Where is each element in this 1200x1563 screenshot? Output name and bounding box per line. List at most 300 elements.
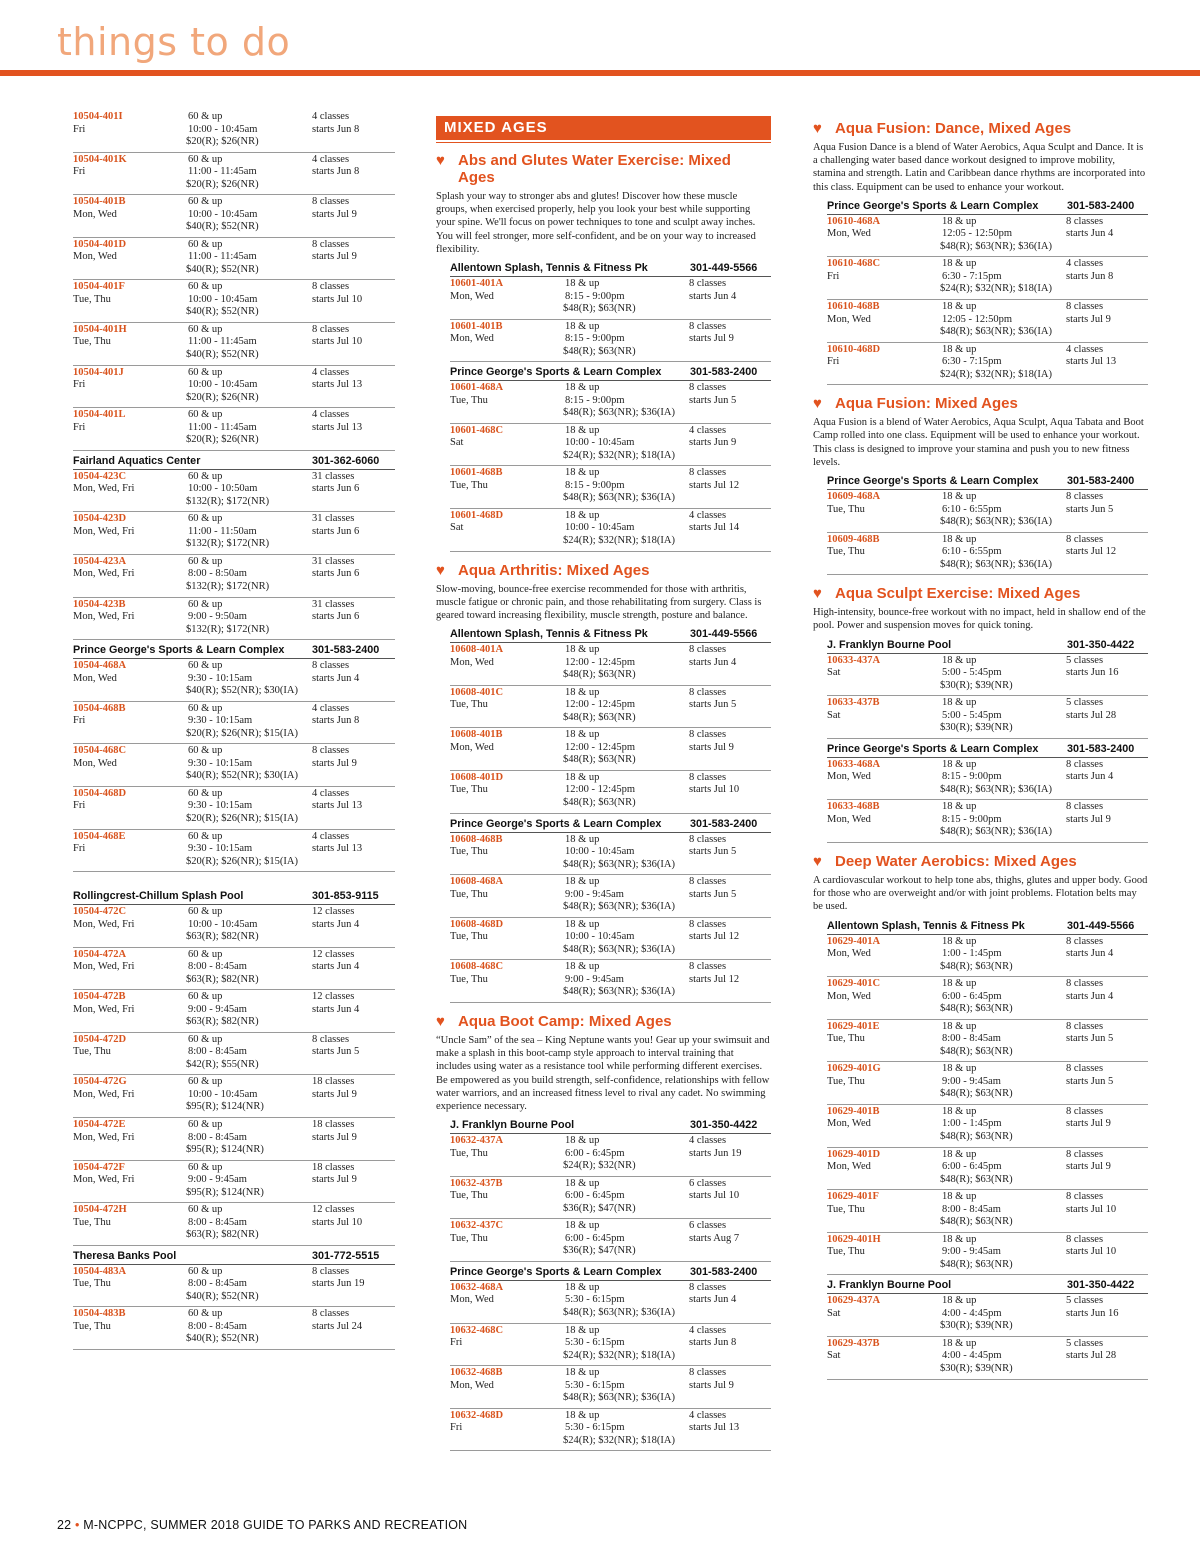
class-listing-row <box>73 238 395 281</box>
class-code: 10601-468C <box>450 424 504 436</box>
class-age: 18 & up <box>565 644 600 656</box>
class-listing-row <box>450 1409 771 1452</box>
class-listing-row <box>450 1366 771 1409</box>
class-listing-row <box>827 533 1148 576</box>
class-age: 60 & up <box>188 366 223 378</box>
class-listing-row <box>73 1307 395 1350</box>
class-code: 10632-468C <box>450 1324 504 1336</box>
class-time: 11:00 - 11:45am <box>188 251 257 263</box>
class-count: 8 classes <box>1066 1233 1104 1245</box>
location-phone: 301-853-9115 <box>312 890 379 903</box>
class-start-date: starts Jul 13 <box>312 800 363 812</box>
class-age: 18 & up <box>565 467 600 479</box>
class-age: 18 & up <box>942 1191 977 1203</box>
class-count: 6 classes <box>689 1220 727 1232</box>
class-time: 6:30 - 7:15pm <box>942 356 1002 368</box>
class-count: 8 classes <box>312 238 350 250</box>
class-code: 10629-401G <box>827 1063 881 1075</box>
program-title <box>813 120 1148 137</box>
class-count: 18 classes <box>312 1161 355 1173</box>
class-age: 60 & up <box>188 281 223 293</box>
class-count: 8 classes <box>312 196 350 208</box>
class-count: 8 classes <box>1066 1020 1104 1032</box>
class-days: Mon, Wed, Fri <box>73 961 135 973</box>
class-start-date: starts Jun 16 <box>1066 1307 1119 1319</box>
class-days: Tue, Thu <box>450 931 488 943</box>
class-start-date: starts Jul 24 <box>312 1320 363 1332</box>
class-fee: $63(R); $82(NR) <box>186 1016 259 1028</box>
class-time: 12:00 - 12:45pm <box>565 741 635 753</box>
class-fee: $48(R); $63(NR) <box>563 345 636 357</box>
class-age: 18 & up <box>565 876 600 888</box>
class-fee: $132(R); $172(NR) <box>186 538 270 550</box>
class-count: 12 classes <box>312 906 355 918</box>
class-age: 60 & up <box>188 196 223 208</box>
class-listing-row <box>73 1161 395 1204</box>
class-age: 18 & up <box>942 978 977 990</box>
class-days: Fri <box>73 421 86 433</box>
class-fee: $20(R); $26(NR); $15(IA) <box>186 855 298 867</box>
class-listing-row <box>827 935 1148 978</box>
class-code: 10504-472B <box>73 991 126 1003</box>
class-fee: $48(R); $63(NR) <box>563 754 636 766</box>
class-time: 10:00 - 10:50am <box>188 483 258 495</box>
class-listing-row <box>827 1020 1148 1063</box>
class-age: 18 & up <box>565 833 600 845</box>
class-age: 60 & up <box>188 991 223 1003</box>
class-days: Mon, Wed <box>73 251 117 263</box>
class-count: 4 classes <box>312 409 350 421</box>
class-fee: $48(R); $63(NR); $36(IA) <box>563 1306 675 1318</box>
location-name: Fairland Aquatics Center <box>73 454 201 467</box>
class-age: 60 & up <box>188 948 223 960</box>
program-description: Aqua Fusion is a blend of Water Aerobics, Aqua Sculpt, Aqua Tabata and Boot Camp rolled into one class. Equipment will be used to enhance your workout. This class is designed to improve your stamina and push you to new fitness levels. <box>813 417 1144 468</box>
class-count: 18 classes <box>312 1076 355 1088</box>
location-phone: 301-583-2400 <box>312 644 380 657</box>
class-days: Tue, Thu <box>450 699 488 711</box>
class-listing-row <box>450 875 771 918</box>
class-time: 8:00 - 8:45am <box>188 1131 247 1143</box>
class-age: 18 & up <box>565 320 600 332</box>
class-days: Tue, Thu <box>450 479 488 491</box>
class-count: 4 classes <box>312 787 350 799</box>
column-left <box>73 110 395 1350</box>
class-code: 10629-401E <box>827 1020 880 1032</box>
class-days: Fri <box>827 356 840 368</box>
class-start-date: starts Jun 9 <box>689 437 737 449</box>
class-fee: $63(R); $82(NR) <box>186 973 259 985</box>
class-time: 10:00 - 10:45am <box>188 293 258 305</box>
class-listing-row <box>450 686 771 729</box>
class-time: 9:30 - 10:15am <box>188 715 253 727</box>
class-days: Fri <box>827 270 840 282</box>
class-start-date: starts Jul 12 <box>689 931 740 943</box>
class-days: Mon, Wed <box>450 1294 494 1306</box>
class-code: 10504-472D <box>73 1033 127 1045</box>
class-fee: $30(R); $39(NR) <box>940 1320 1013 1332</box>
class-start-date: starts Jul 9 <box>312 251 357 263</box>
class-listing-row <box>73 659 395 702</box>
location-header <box>73 642 395 659</box>
class-code: 10633-437A <box>827 654 881 666</box>
location-phone: 301-583-2400 <box>690 817 758 830</box>
header-rule <box>0 70 1200 76</box>
class-time: 12:05 - 12:50pm <box>942 313 1012 325</box>
class-start-date: starts Jul 9 <box>312 1131 357 1143</box>
location-phone: 301-449-5566 <box>690 262 758 275</box>
class-start-date: starts Jun 6 <box>312 568 360 580</box>
class-age: 60 & up <box>188 409 223 421</box>
class-count: 8 classes <box>689 918 727 930</box>
class-days: Mon, Wed <box>827 1118 871 1130</box>
class-time: 10:00 - 10:45am <box>565 522 635 534</box>
class-time: 11:00 - 11:45am <box>188 166 257 178</box>
class-start-date: starts Jul 10 <box>312 293 363 305</box>
class-count: 8 classes <box>689 833 727 845</box>
program-title-text: Aqua Boot Camp: Mixed Ages <box>458 1012 672 1030</box>
location-name: Prince George's Sports & Learn Complex <box>450 817 662 830</box>
class-fee: $48(R); $63(NR); $36(IA) <box>940 326 1052 337</box>
class-time: 8:00 - 8:50am <box>188 568 247 580</box>
location-phone: 301-449-5566 <box>690 628 758 641</box>
program-description: High-intensity, bounce-free workout with no impact, held in shallow end of the pool. Power and suspension moves for quick toning. <box>813 607 1146 632</box>
class-time: 6:10 - 6:55pm <box>942 503 1002 515</box>
class-start-date: starts Jun 19 <box>312 1278 365 1290</box>
class-start-date: starts Jul 10 <box>689 784 740 796</box>
class-start-date: starts Jul 9 <box>1066 1161 1111 1173</box>
class-age: 18 & up <box>565 686 600 698</box>
class-start-date: starts Jul 28 <box>1066 1350 1117 1362</box>
class-code: 10504-468D <box>73 787 127 799</box>
class-code: 10504-472A <box>73 948 127 960</box>
class-fee: $48(R); $63(NR) <box>940 1130 1013 1142</box>
location-phone: 301-362-6060 <box>312 454 380 467</box>
class-listing-row <box>827 490 1148 533</box>
class-count: 8 classes <box>1066 491 1104 502</box>
program-title-text: Aqua Fusion: Dance, Mixed Ages <box>835 120 1072 137</box>
class-age: 18 & up <box>565 1220 600 1232</box>
location-header <box>450 626 771 643</box>
class-code: 10608-468C <box>450 961 504 973</box>
class-fee: $24(R); $32(NR); $18(IA) <box>940 283 1052 295</box>
class-fee: $40(R); $52(NR) <box>186 306 259 318</box>
class-code: 10608-468B <box>450 833 503 845</box>
class-days: Mon, Wed, Fri <box>73 1088 135 1100</box>
class-code: 10629-401C <box>827 978 881 990</box>
class-time: 8:00 - 8:45am <box>188 961 247 973</box>
program-title <box>436 152 771 186</box>
class-time: 8:15 - 9:00pm <box>565 394 625 406</box>
class-code: 10601-468B <box>450 467 503 479</box>
class-days: Tue, Thu <box>450 846 488 858</box>
class-listing-row <box>827 300 1148 343</box>
class-start-date: starts Jun 4 <box>312 961 360 973</box>
class-days: Tue, Thu <box>73 1046 111 1058</box>
class-listing-row <box>450 381 771 424</box>
column-right <box>813 110 1148 1380</box>
class-code: 10504-472H <box>73 1204 127 1216</box>
class-code: 10504-401L <box>73 409 126 421</box>
class-time: 5:30 - 6:15pm <box>565 1337 625 1349</box>
class-code: 10632-468B <box>450 1367 503 1379</box>
class-listing-row <box>73 408 395 451</box>
class-age: 18 & up <box>942 1020 977 1032</box>
class-code: 10601-401A <box>450 278 504 290</box>
class-code: 10608-401B <box>450 729 503 741</box>
class-time: 9:30 - 10:15am <box>188 800 253 812</box>
program-title-text: Deep Water Aerobics: Mixed Ages <box>835 852 1077 870</box>
class-listing-row <box>450 320 771 363</box>
class-count: 8 classes <box>689 1367 727 1379</box>
location-name: Prince George's Sports & Learn Complex <box>827 199 1039 212</box>
location-name: J. Franklyn Bourne Pool <box>450 1119 575 1132</box>
class-fee: $48(R); $63(NR); $36(IA) <box>563 492 675 504</box>
class-age: 18 & up <box>942 1105 977 1117</box>
class-days: Fri <box>73 800 86 812</box>
location-phone: 301-350-4422 <box>690 1119 758 1132</box>
class-fee: $24(R); $32(NR); $18(IA) <box>563 534 675 546</box>
class-fee: $48(R); $63(NR) <box>563 796 636 808</box>
class-listing-row <box>73 195 395 238</box>
class-time: 10:00 - 10:45am <box>188 1088 258 1100</box>
class-count: 8 classes <box>689 1281 727 1293</box>
class-time: 12:00 - 12:45pm <box>565 656 635 668</box>
class-age: 18 & up <box>942 1063 977 1075</box>
class-days: Tue, Thu <box>73 336 111 348</box>
class-age: 60 & up <box>188 660 223 672</box>
class-listing-row <box>450 1177 771 1220</box>
class-fee: $48(R); $63(NR); $36(IA) <box>940 783 1052 795</box>
location-header <box>827 637 1148 654</box>
class-age: 18 & up <box>942 801 977 813</box>
class-days: Tue, Thu <box>450 1190 488 1202</box>
page-number: 22 <box>57 1518 72 1532</box>
location-header <box>827 1277 1148 1294</box>
class-fee: $48(R); $63(NR) <box>940 1045 1013 1057</box>
class-fee: $24(R); $32(NR); $18(IA) <box>563 1349 675 1361</box>
class-fee: $95(R); $124(NR) <box>186 1101 264 1113</box>
class-listing-row <box>73 280 395 323</box>
class-time: 8:00 - 8:45am <box>942 1203 1001 1215</box>
class-code: 10610-468C <box>827 258 881 270</box>
class-age: 18 & up <box>565 382 600 394</box>
class-listing-row <box>73 702 395 745</box>
class-days: Mon, Wed, Fri <box>73 918 135 930</box>
class-fee: $48(R); $63(NR) <box>940 1003 1013 1015</box>
class-start-date: starts Jul 13 <box>312 379 363 391</box>
class-code: 10504-423B <box>73 598 126 610</box>
class-age: 18 & up <box>565 1409 600 1421</box>
class-listing-row <box>450 1324 771 1367</box>
class-time: 5:00 - 5:45pm <box>942 709 1002 721</box>
class-count: 8 classes <box>689 729 727 741</box>
class-listing-row <box>73 323 395 366</box>
class-age: 18 & up <box>942 258 977 270</box>
class-code: 10610-468A <box>827 215 881 227</box>
class-code: 10504-472E <box>73 1119 126 1131</box>
class-age: 18 & up <box>565 961 600 973</box>
class-age: 18 & up <box>565 729 600 741</box>
class-time: 9:00 - 9:45am <box>565 973 624 985</box>
class-code: 10632-468A <box>450 1281 504 1293</box>
class-days: Sat <box>827 1350 841 1362</box>
class-listing-row <box>73 990 395 1033</box>
location-header <box>450 364 771 381</box>
class-listing-row <box>73 1075 395 1118</box>
class-age: 60 & up <box>188 1119 223 1131</box>
class-age: 18 & up <box>565 918 600 930</box>
class-time: 8:00 - 8:45am <box>942 1033 1001 1045</box>
location-header <box>450 260 771 277</box>
class-start-date: starts Jun 5 <box>1066 1033 1114 1045</box>
class-time: 11:00 - 11:45am <box>188 421 257 433</box>
class-time: 8:15 - 9:00pm <box>942 813 1002 825</box>
class-days: Tue, Thu <box>450 1232 488 1244</box>
class-time: 10:00 - 10:45am <box>188 208 258 220</box>
class-code: 10632-437B <box>450 1177 503 1189</box>
class-start-date: starts Jul 13 <box>312 843 363 854</box>
class-code: 10504-401J <box>73 366 124 378</box>
class-fee: $132(R); $172(NR) <box>186 495 270 507</box>
class-fee: $42(R); $55(NR) <box>186 1058 259 1070</box>
class-start-date: starts Jun 5 <box>689 394 737 406</box>
class-fee: $40(R); $52(NR) <box>186 1333 259 1345</box>
class-code: 10629-437A <box>827 1295 881 1307</box>
program-title <box>813 585 1148 602</box>
class-fee: $48(R); $63(NR) <box>940 1216 1013 1228</box>
class-fee: $20(R); $26(NR); $15(IA) <box>186 727 298 739</box>
class-days: Mon, Wed, Fri <box>73 1174 135 1186</box>
class-time: 9:30 - 10:15am <box>188 672 253 684</box>
class-fee: $48(R); $63(NR); $36(IA) <box>940 558 1052 570</box>
class-code: 10504-483A <box>73 1265 127 1277</box>
class-start-date: starts Jun 19 <box>689 1147 742 1159</box>
class-code: 10504-472C <box>73 906 127 918</box>
class-listing-row <box>827 1190 1148 1233</box>
class-age: 18 & up <box>565 424 600 436</box>
class-count: 8 classes <box>312 745 350 757</box>
program-title <box>813 395 1148 412</box>
program-description: Splash your way to stronger abs and glutes! Discover how these muscle groups, when exercised properly, help you look your best while supporting your spine. We'll focus on power techniques to tone and sculpt away inches. You will feel stronger, more self-confident, and be on your way to increased flexibility. <box>436 191 756 255</box>
class-listing-row <box>450 1134 771 1177</box>
class-count: 8 classes <box>312 1265 350 1277</box>
class-days: Tue, Thu <box>450 1147 488 1159</box>
location-name: Prince George's Sports & Learn Complex <box>450 1265 662 1278</box>
class-count: 8 classes <box>689 382 727 394</box>
class-start-date: starts Jul 10 <box>689 1190 740 1202</box>
class-code: 10632-468D <box>450 1409 504 1421</box>
location-header <box>73 453 395 470</box>
class-age: 60 & up <box>188 1308 223 1320</box>
class-age: 60 & up <box>188 555 223 567</box>
class-age: 60 & up <box>188 830 223 842</box>
class-fee: $30(R); $39(NR) <box>940 679 1013 691</box>
class-time: 12:05 - 12:50pm <box>942 228 1012 240</box>
class-code: 10601-468D <box>450 509 504 521</box>
program-title-text: Aqua Fusion: Mixed Ages <box>835 395 1018 413</box>
class-fee: $48(R); $63(NR); $36(IA) <box>563 901 675 913</box>
class-start-date: starts Jul 12 <box>689 973 740 985</box>
class-start-date: starts Jun 4 <box>689 290 737 302</box>
footer-bullet: • <box>75 1518 80 1532</box>
class-start-date: starts Jun 4 <box>312 672 360 684</box>
class-code: 10633-468A <box>827 758 881 770</box>
class-time: 6:00 - 6:45pm <box>565 1190 625 1202</box>
class-listing-row <box>73 110 395 153</box>
class-start-date: starts Jun 5 <box>689 699 737 711</box>
class-days: Fri <box>73 166 86 178</box>
class-days: Mon, Wed <box>450 656 494 668</box>
location-name: Prince George's Sports & Learn Complex <box>450 366 662 379</box>
class-listing-row <box>73 1033 395 1076</box>
class-listing-row <box>450 960 771 1003</box>
class-age: 60 & up <box>188 906 223 918</box>
class-time: 9:30 - 10:15am <box>188 757 253 769</box>
class-fee: $24(R); $32(NR); $18(IA) <box>563 449 675 461</box>
class-fee: $95(R); $124(NR) <box>186 1186 264 1198</box>
class-count: 12 classes <box>312 1204 355 1216</box>
class-start-date: starts Jul 9 <box>1066 813 1111 825</box>
class-listing-row <box>73 555 395 598</box>
class-days: Tue, Thu <box>827 1203 865 1215</box>
class-age: 18 & up <box>942 654 977 666</box>
class-days: Mon, Wed, Fri <box>73 525 135 537</box>
class-fee: $30(R); $39(NR) <box>940 722 1013 734</box>
class-start-date: starts Jun 8 <box>312 166 360 178</box>
class-days: Mon, Wed <box>827 771 871 783</box>
class-time: 1:00 - 1:45pm <box>942 948 1002 960</box>
class-time: 10:00 - 10:45am <box>188 123 258 135</box>
class-fee: $48(R); $63(NR); $36(IA) <box>563 407 675 419</box>
class-listing-row <box>450 643 771 686</box>
class-start-date: starts Jun 6 <box>312 525 360 537</box>
class-start-date: starts Jun 4 <box>1066 771 1114 783</box>
class-age: 60 & up <box>188 1033 223 1045</box>
class-start-date: starts Jul 13 <box>689 1422 740 1434</box>
page-section-title: things to do <box>57 20 291 64</box>
class-days: Sat <box>827 709 841 721</box>
class-listing-row <box>827 1337 1148 1380</box>
class-code: 10504-401I <box>73 111 123 122</box>
class-count: 4 classes <box>312 702 350 714</box>
class-listing-row <box>827 1294 1148 1337</box>
class-days: Tue, Thu <box>450 888 488 900</box>
publication-title: M-NCPPC, SUMMER 2018 GUIDE TO PARKS AND RECREATION <box>83 1518 468 1532</box>
class-count: 8 classes <box>1066 1191 1104 1203</box>
class-days: Tue, Thu <box>827 503 865 515</box>
program-title-text: Aqua Arthritis: Mixed Ages <box>458 561 650 579</box>
class-code: 10629-437B <box>827 1337 880 1349</box>
class-start-date: starts Jul 9 <box>312 1088 357 1100</box>
class-count: 4 classes <box>689 1324 727 1336</box>
class-fee: $40(R); $52(NR); $30(IA) <box>186 685 298 697</box>
class-time: 6:00 - 6:45pm <box>565 1232 625 1244</box>
heart-icon: ♥ <box>436 561 445 579</box>
class-time: 4:00 - 4:45pm <box>942 1307 1002 1319</box>
class-age: 18 & up <box>565 278 600 290</box>
class-code: 10504-472F <box>73 1161 125 1173</box>
class-listing-row <box>827 1233 1148 1276</box>
class-time: 12:00 - 12:45pm <box>565 784 635 796</box>
class-count: 4 classes <box>312 830 350 842</box>
class-listing-row <box>450 918 771 961</box>
class-count: 8 classes <box>1066 758 1104 770</box>
class-count: 4 classes <box>312 366 350 378</box>
location-name: Prince George's Sports & Learn Complex <box>73 644 285 657</box>
location-header <box>73 888 395 905</box>
class-count: 8 classes <box>689 771 727 783</box>
location-name: Prince George's Sports & Learn Complex <box>827 742 1039 755</box>
